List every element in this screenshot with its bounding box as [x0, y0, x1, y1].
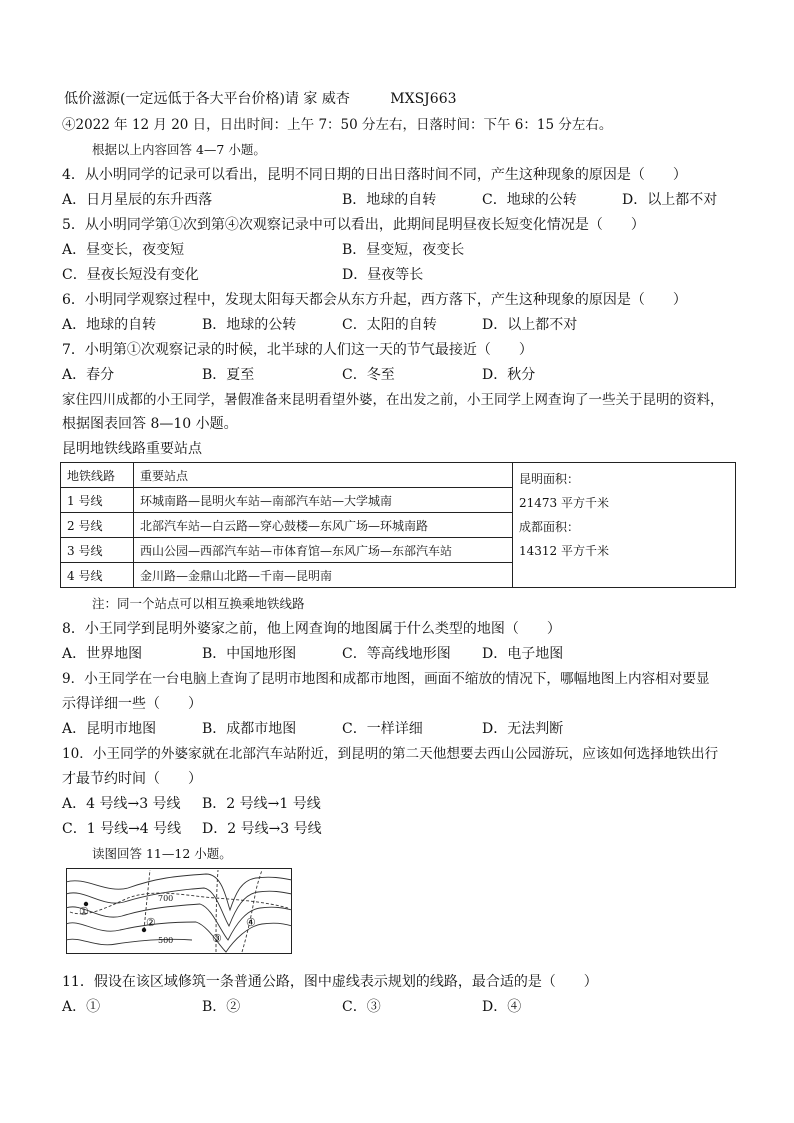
contour-label-700: 700 — [158, 894, 174, 903]
route-label-4: ④ — [246, 916, 256, 929]
route-label-1: ① — [79, 905, 89, 918]
row-stations: 西山公园—西部汽车站—市体育馆—东风广场—东部汽车站 — [134, 538, 513, 563]
q10-option-b: B．2 号线→1 号线 — [202, 796, 321, 812]
row-line-name: 4 号线 — [61, 563, 134, 588]
record-4: ④2022 年 12 月 20 日，日出时间：上午 7：50 分左右，日落时间：下午 6：15 分左右。 — [62, 117, 613, 133]
q8-option-b: B．中国地形图 — [202, 646, 297, 662]
question-4-stem: 4．从小明同学的记录可以看出，昆明不同日期的日出日落时间不同，产生这种现象的原因是（ ） — [62, 167, 687, 183]
q4-option-d: D．以上都不对 — [622, 192, 718, 208]
table-header-row — [61, 463, 736, 488]
row-line-name: 3 号线 — [61, 538, 134, 563]
kunming-area-label: 昆明面积： — [519, 472, 580, 486]
row-stations: 金川路—金鼎山北路—千南—昆明南 — [134, 563, 513, 588]
question-6-stem: 6．小明同学观察过程中，发现太阳每天都会从东方升起，西方落下，产生这种现象的原因是（ ） — [62, 292, 687, 308]
q10-option-a: A．4 号线→3 号线 — [62, 796, 181, 812]
metro-table — [60, 462, 736, 588]
question-9-stem-line-2: 示得详细一些（ ） — [62, 696, 202, 712]
table-caption: 昆明地铁线路重要站点 — [62, 441, 202, 457]
q6-option-a: A．地球的自转 — [62, 317, 157, 333]
question-9-stem-line-1: 9．小王同学在一台电脑上查询了昆明市地图和成都市地图，画面不缩放的情况下，哪幅地图上内容相对要显 — [62, 671, 710, 687]
route-label-3: ③ — [212, 932, 222, 945]
q9-option-a: A．昆明市地图 — [62, 721, 157, 737]
question-7-stem: 7．小明第①次观察记录的时候，北半球的人们这一天的节气最接近（ ） — [62, 342, 533, 358]
q7-option-b: B．夏至 — [202, 367, 255, 383]
table-header-line: 地铁线路 — [61, 463, 134, 488]
watermark-text: 低价滋源(一定远低于各大平台价格)请 家 威杏 — [64, 91, 350, 107]
q5-option-a: A．昼变长，夜变短 — [62, 242, 185, 258]
question-11-stem: 11．假设在该区域修筑一条普通公路，图中虚线表示规划的线路，最合适的是（ ） — [62, 974, 598, 990]
table-note: 注：同一个站点可以相互换乘地铁线路 — [92, 596, 305, 611]
q9-option-c: C．一样详细 — [342, 721, 423, 737]
q8-option-a: A．世界地图 — [62, 646, 143, 662]
question-8-stem: 8．小王同学到昆明外婆家之前，他上网查询的地图属于什么类型的地图（ ） — [62, 621, 561, 637]
intro-8-10-line-2: 根据图表回答 8—10 小题。 — [62, 416, 238, 432]
instruction-4-7: 根据以上内容回答 4—7 小题。 — [92, 142, 266, 157]
row-stations: 环城南路—昆明火车站—南部汽车站—大学城南 — [134, 488, 513, 513]
q6-option-b: B．地球的公转 — [202, 317, 297, 333]
q9-option-b: B．成都市地图 — [202, 721, 297, 737]
q4-option-c: C．地球的公转 — [482, 192, 577, 208]
q7-option-a: A．春分 — [62, 367, 115, 383]
chengdu-area-label: 成都面积： — [519, 520, 580, 534]
q5-option-c: C．昼夜长短没有变化 — [62, 267, 199, 283]
doc-code: MXSJ663 — [390, 91, 457, 107]
watermark-line — [64, 90, 457, 108]
area-cell — [513, 463, 736, 588]
route-label-2: ② — [146, 916, 156, 929]
kunming-area-value: 21473 平方千米 — [519, 496, 609, 510]
intro-8-10-line-1: 家住四川成都的小王同学，暑假准备来昆明看望外婆，在出发之前，小王同学上网查询了一些关于昆明的资料， — [62, 392, 724, 408]
row-stations: 北部汽车站—白云路—穿心鼓楼—东风广场—环城南路 — [134, 513, 513, 538]
row-line-name: 2 号线 — [61, 513, 134, 538]
instruction-11-12: 读图回答 11—12 小题。 — [92, 846, 232, 861]
q4-option-b: B．地球的自转 — [342, 192, 437, 208]
q8-option-c: C．等高线地形图 — [342, 646, 451, 662]
q6-option-d: D．以上都不对 — [482, 317, 578, 333]
question-5-stem: 5．从小明同学第①次到第④次观察记录中可以看出，此期间昆明昼夜长短变化情况是（ ） — [62, 217, 645, 233]
q6-option-c: C．太阳的自转 — [342, 317, 437, 333]
q7-option-c: C．冬至 — [342, 367, 395, 383]
q11-option-b: B．② — [202, 999, 241, 1015]
contour-label-500: 500 — [158, 936, 174, 945]
contour-map — [66, 868, 292, 954]
q7-option-d: D．秋分 — [482, 367, 536, 383]
q10-option-c: C．1 号线→4 号线 — [62, 821, 182, 837]
q10-option-d: D．2 号线→3 号线 — [202, 821, 322, 837]
q11-option-a: A．① — [62, 999, 101, 1015]
row-line-name: 1 号线 — [61, 488, 134, 513]
question-10-stem-line-2: 才最节约时间（ ） — [62, 771, 202, 787]
q5-option-d: D．昼夜等长 — [342, 267, 424, 283]
q11-option-d: D．④ — [482, 999, 522, 1015]
q5-option-b: B．昼变短，夜变长 — [342, 242, 465, 258]
q9-option-d: D．无法判断 — [482, 721, 564, 737]
chengdu-area-value: 14312 平方千米 — [519, 544, 609, 558]
table-header-stations: 重要站点 — [134, 463, 513, 488]
question-10-stem-line-1: 10．小王同学的外婆家就在北部汽车站附近，到昆明的第二天他想要去西山公园游玩，应该如何选择地铁出行 — [62, 746, 719, 762]
q11-option-c: C．③ — [342, 999, 381, 1015]
map-frame — [67, 869, 292, 954]
q4-option-a: A．日月星辰的东升西落 — [62, 192, 213, 208]
q8-option-d: D．电子地图 — [482, 646, 564, 662]
